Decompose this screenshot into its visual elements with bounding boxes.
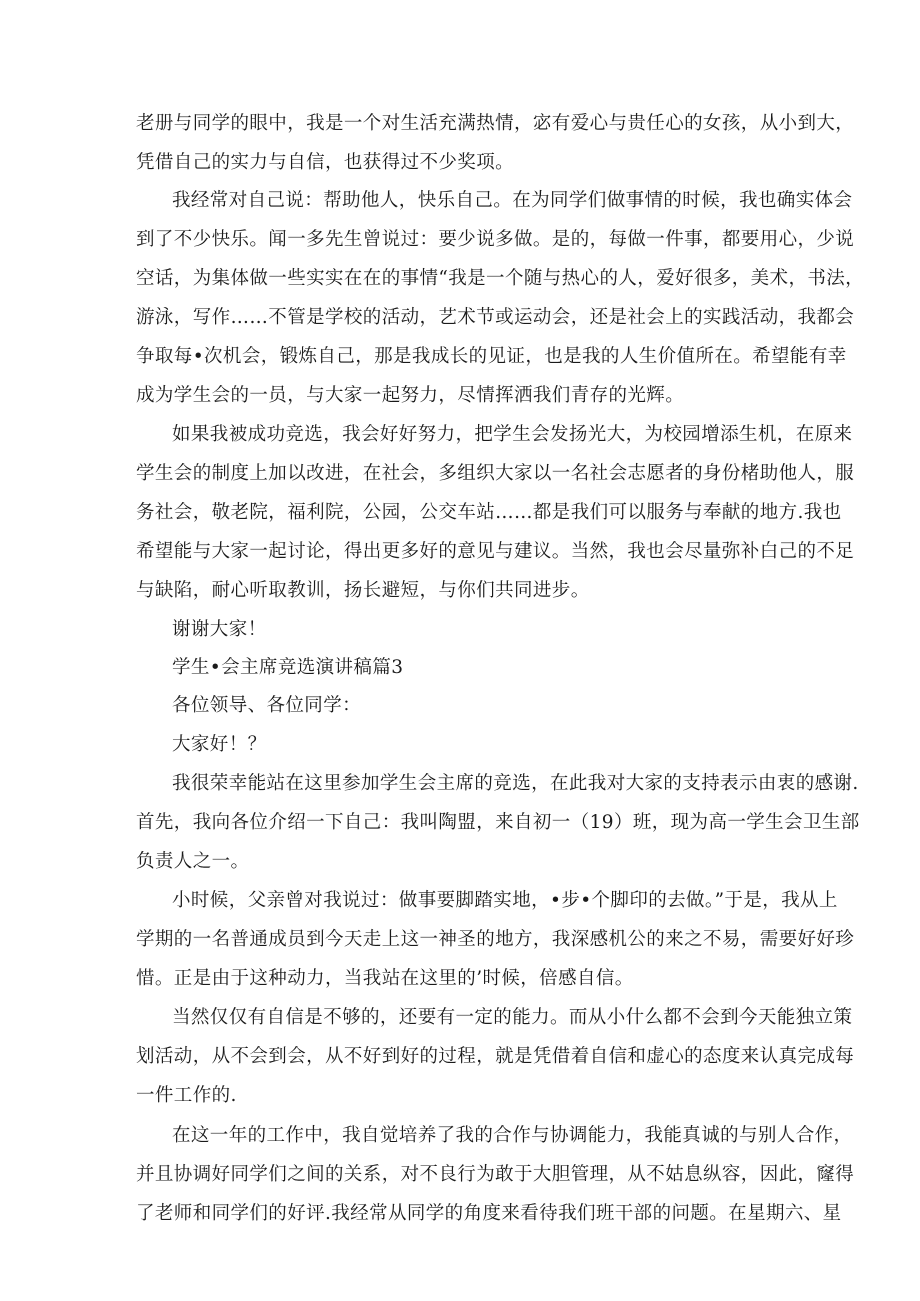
text-line: 一件工作的. — [136, 1085, 237, 1106]
text-line: 如果我被成功竞选，我会好好努力，把学生会发扬光大，为校园增添生机，在原来 — [172, 424, 853, 445]
paragraph-intro — [136, 764, 860, 881]
section-heading — [136, 648, 776, 687]
paragraph-3 — [136, 415, 855, 610]
text-line: 了老师和同学们的好评.我经常从同学的角度来看待我们班干部的问题。在星期六、星 — [136, 1203, 842, 1224]
text-line: 谢谢大家！ — [172, 619, 267, 640]
text-line: 惜。正是由于这种动力，当我站在这里的’时候，倍感自信。 — [136, 968, 634, 989]
text-line: 到了不少快乐。闻一多先生曾说过：要少说多做。是的，每做一件事，都要用心，少说 — [136, 229, 855, 250]
text-line: 负责人之一。 — [136, 851, 250, 872]
paragraph-confidence — [136, 998, 855, 1115]
text-line: 务社会，敬老院，福利院，公园，公交车站……都是我们可以服务与奉献的地方.我也 — [136, 502, 842, 523]
paragraph-greeting — [136, 725, 776, 764]
text-line: 各位领导、各位同学： — [172, 695, 362, 716]
paragraph-childhood — [136, 881, 855, 998]
paragraph-1 — [136, 104, 855, 182]
text-line: 与缺陷，耐心听取教训，扬长避短，与你们共同进步。 — [136, 580, 590, 601]
text-line: 学生会的制度上加以改进，在社会，多组织大家以一名社会志愿者的身份楮助他人，服 — [136, 463, 855, 484]
text-line: 学生•会主席竞选演讲稿篇3 — [172, 657, 404, 678]
text-line: 争取每•次机会，锻炼自己，那是我成长的见证，也是我的人生价值所在。希望能有幸 — [136, 346, 847, 367]
text-line: 希望能与大家一起讨论，得出更多好的意见与建议。当然，我也会尽量弥补白己的不足 — [136, 541, 855, 562]
text-line: 学期的一名普通成员到今天走上这一神圣的地方，我深感机公的来之不易，需要好好珍 — [136, 929, 855, 950]
paragraph-work — [136, 1116, 855, 1233]
text-line: 小时候，父亲曾对我说过：做事要脚踏实地，•步•个脚印的去做。”于是，我从上 — [172, 890, 838, 911]
paragraph-salutation — [136, 686, 776, 725]
text-line: 并且协调好同学们之间的关系，对不良行为敢于大胆管理，从不姑息纵容，因此，窿得 — [136, 1164, 855, 1185]
text-line: 空话，为集体做一些实实在在的事情“我是一个随与热心的人，爱好很多，美术，书法， — [136, 268, 865, 289]
text-line: 凭借自己的实力与自信，也获得过不少奖项。 — [136, 152, 515, 173]
text-line: 在这一年的工作中，我自觉培养了我的合作与协调能力，我能真诚的与别人合作， — [172, 1125, 853, 1146]
text-line: 首先，我向各位介绍一下自己：我叫陶盟，来自初一（19）班，现为高一学生会卫生部 — [136, 812, 860, 833]
text-line: 当然仅仅有自信是不够的，还要有一定的能力。而从小什么都不会到今天能独立策 — [172, 1007, 853, 1028]
text-line: 大家好！？ — [172, 734, 267, 755]
text-line: 成为学生会的一员，与大家一起努力，尽情挥洒我们青存的光辉。 — [136, 385, 685, 406]
text-line: 划活动，从不会到会，从不好到好的过程，就是凭借着自信和虚心的态度来认真完成每 — [136, 1046, 855, 1067]
text-line: 游泳，写作……不管是学校的活动，艺术节或运动会，还是社会上的实践活动，我都会 — [136, 307, 855, 328]
text-line: 我很荣幸能站在这里参加学生会主席的竞选，在此我对大家的支持表示由衷的感谢. — [172, 773, 859, 794]
text-line: 我经常对自己说：帮助他人，快乐自己。在为同学们做事情的时候，我也确实体会 — [172, 190, 853, 211]
paragraph-2 — [136, 181, 865, 415]
text-line: 老册与同学的眼中，我是一个对生活充满热情，宓有爱心与贵任心的女孩，从小到大， — [136, 113, 855, 134]
paragraph-thanks — [136, 610, 776, 649]
